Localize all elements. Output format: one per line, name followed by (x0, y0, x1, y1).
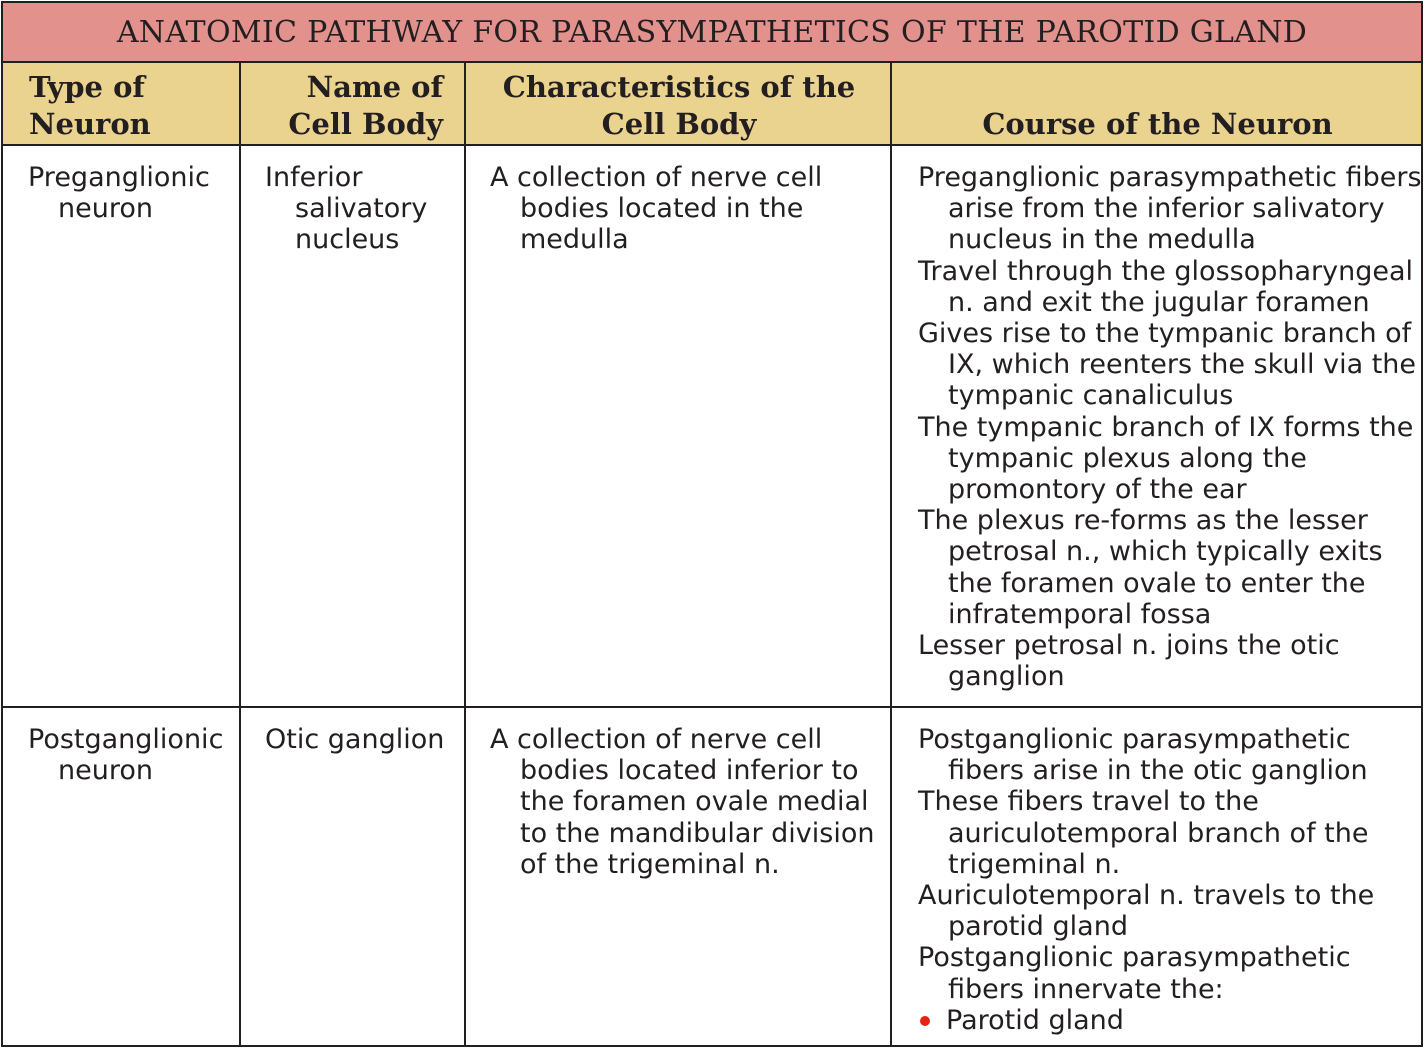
red-bullet-icon (920, 1016, 930, 1026)
header-type: Type of Neuron (29, 70, 151, 141)
cell-course (918, 724, 1423, 1036)
cell-course (918, 162, 1423, 692)
course-entry: The tympanic branch of IX forms the tympanic plexus along the promontory of the ear (918, 411, 1414, 506)
table-row (3, 146, 1421, 706)
cell-type (28, 724, 239, 786)
name-text: Otic ganglion (265, 724, 445, 755)
cell-characteristics (490, 162, 880, 256)
cell-characteristics (490, 724, 882, 880)
parotid-pathway-table (1, 1, 1423, 1047)
course-entry: Lesser petrosal n. joins the otic ganglion (918, 630, 1340, 693)
course-entry: Postganglionic parasympathetic fibers innervate the: (918, 942, 1351, 1005)
course-entry: Gives rise to the tympanic branch of IX, which reenters the skull via the tympanic canaliculus (918, 318, 1417, 412)
course-entry: Preganglionic parasympathetic fibers arise from the inferior salivatory nucleus in the medulla (918, 162, 1422, 256)
header-characteristics: Characteristics of the Cell Body (502, 70, 856, 141)
course-entry: Auriculotemporal n. travels to the parotid gland (918, 880, 1375, 943)
characteristics-text: A collection of nerve cell bodies located in the medulla (490, 162, 823, 256)
cell-name (265, 162, 460, 256)
name-text: Inferior salivatory nucleus (265, 162, 428, 256)
bullet-item (918, 1005, 1423, 1036)
cell-type (28, 162, 233, 224)
type-text: Postganglionic neuron (28, 724, 224, 787)
table-title: ANATOMIC PATHWAY FOR PARASYMPATHETICS OF THE PAROTID GLAND (3, 3, 1421, 63)
course-entry: The plexus re-forms as the lesser petrosal n., which typically exits the foramen ovale to enter the infratemporal fossa (918, 505, 1383, 630)
course-entry: Travel through the glossopharyngeal n. and exit the jugular foramen (918, 255, 1414, 318)
course-entry: These fibers travel to the auriculotemporal branch of the trigeminal n. (918, 786, 1369, 880)
table-row (3, 708, 1421, 1047)
header-course: Course of the Neuron (982, 107, 1333, 141)
type-text: Preganglionic neuron (28, 162, 210, 225)
header-name: Name of Cell Body (288, 70, 443, 141)
characteristics-text: A collection of nerve cell bodies located inferior to the foramen ovale medial to the mandibular division of the trigeminal n. (490, 724, 875, 880)
header-row (3, 63, 1421, 146)
cell-name (265, 724, 462, 755)
course-entry: Postganglionic parasympathetic fibers arise in the otic ganglion (918, 724, 1368, 787)
bullet-text: Parotid gland (946, 1004, 1124, 1036)
